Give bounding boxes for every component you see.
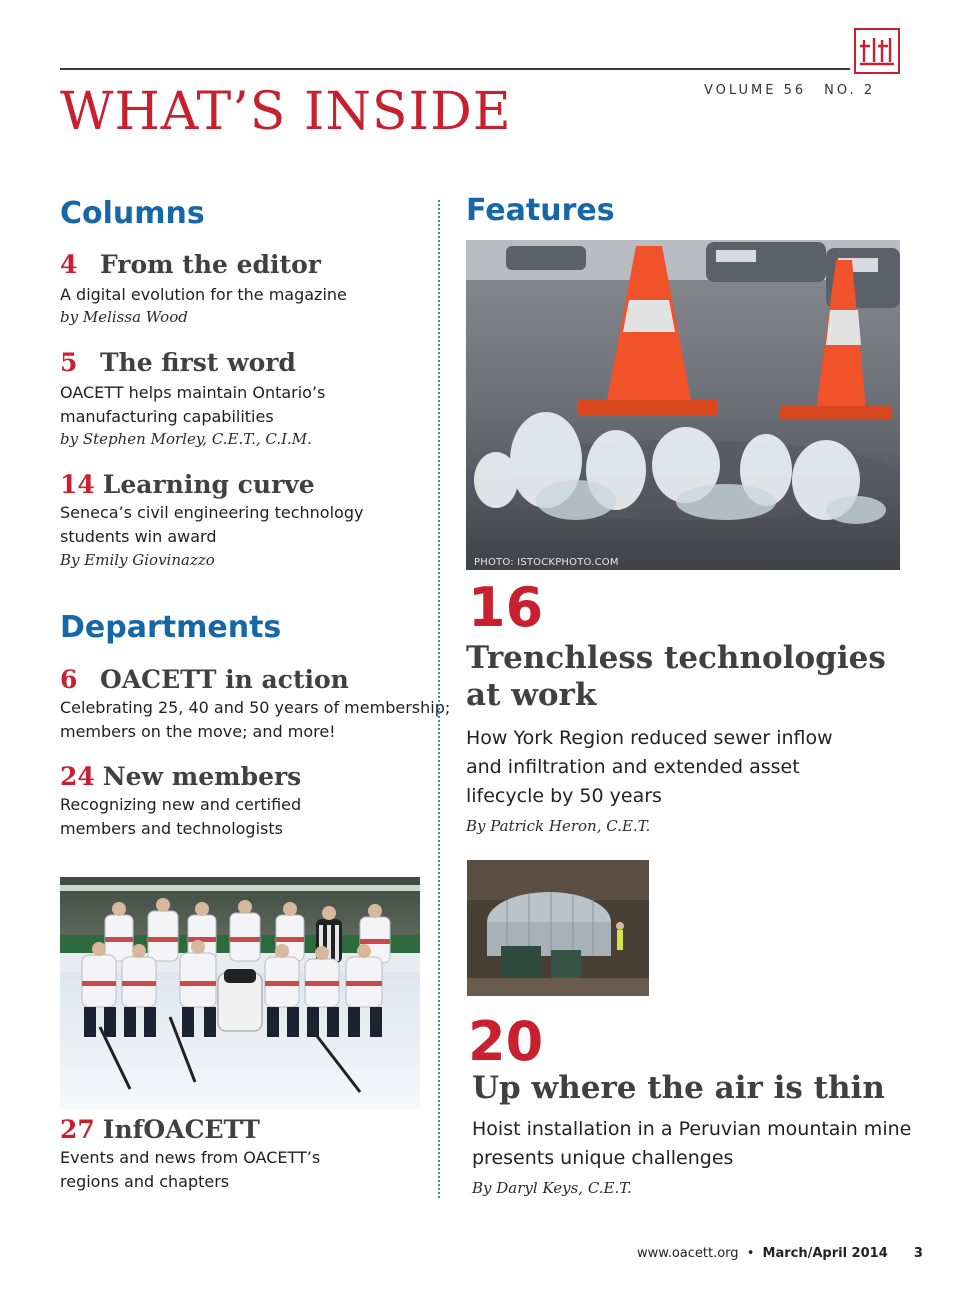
entry-title: New members [102,762,302,791]
entry-description-line: members and technologists [60,819,283,838]
photo-credit: PHOTO: ISTOCKPHOTO.COM [474,557,619,568]
entry-description: A digital evolution for the magazine [60,285,347,304]
entry-byline: by Melissa Wood [60,308,188,326]
mine-hoist-photo[interactable] [467,860,649,996]
entry-title: Learning curve [102,470,315,499]
issue-number: NO. 2 [824,83,876,98]
feature-byline: By Patrick Heron, C.E.T. [466,817,651,835]
volume-label: VOLUME 56 [704,83,807,98]
department-entry-new-members[interactable] [60,762,301,841]
feature-description-line: presents unique challenges [472,1147,734,1169]
entry-description-line: manufacturing capabilities [60,407,274,426]
departments-heading: Departments [60,610,282,645]
columns-heading: Columns [60,196,205,231]
feature-title-line: at work [466,677,597,713]
feature-title-line: Up where the air is thin [472,1070,885,1106]
hockey-team-photo[interactable] [60,877,420,1110]
entry-title: From the editor [100,250,321,279]
mine-hoist-illustration [467,860,649,996]
page-title: WHAT’S INSIDE [60,82,512,142]
page-number: 6 [60,665,78,694]
footer-url[interactable]: www.oacett.org [637,1246,739,1261]
column-entry-editor[interactable] [60,250,347,326]
feature-title-line: Trenchless technologies [466,640,886,676]
entry-description-line: Events and news from OACETT’s [60,1148,321,1167]
entry-byline: by Stephen Morley, C.E.T., C.I.M. [60,430,312,448]
entry-title: OACETT in action [100,665,349,694]
footer-bullet: • [746,1246,755,1261]
page-number: 5 [60,348,78,377]
feature-description-line: Hoist installation in a Peruvian mountain mine [472,1118,912,1140]
page-number: 24 [60,762,95,791]
entry-description-line: students win award [60,527,217,546]
hockey-team-illustration [60,877,420,1110]
features-heading: Features [466,193,615,228]
feature-entry-trenchless[interactable] [466,640,886,835]
column-entry-first-word[interactable] [60,348,325,448]
header-rule [60,68,850,70]
volume-info [704,83,893,98]
feature-byline: By Daryl Keys, C.E.T. [472,1179,632,1197]
entry-heading [60,348,325,377]
entry-heading [60,665,450,694]
entry-description-line: Seneca’s civil engineering technology [60,503,364,522]
entry-description-line: Celebrating 25, 40 and 50 years of membership; [60,698,451,717]
entry-description-line: Recognizing new and certified [60,795,302,814]
entry-description-line: regions and chapters [60,1172,230,1191]
feature-page-number: 16 [468,576,544,639]
page-number: 4 [60,250,78,279]
department-entry-infoacett[interactable] [60,1115,320,1194]
footer-page-number: 3 [913,1246,923,1261]
department-entry-in-action[interactable] [60,665,450,744]
entry-heading [60,762,301,791]
feature-entry-air-thin[interactable] [472,1070,911,1197]
entry-title: The first word [100,348,296,377]
entry-heading [60,1115,320,1144]
feature-description-line: How York Region reduced sewer inflow [466,727,833,749]
traffic-cones-illustration [466,240,900,570]
page-number: 14 [60,470,95,499]
traffic-cones-photo[interactable] [466,240,900,570]
feature-description-line: and infiltration and extended asset [466,756,800,778]
page-footer [637,1246,923,1261]
feature-page-number: 20 [468,1010,544,1073]
footer-issue: March/April 2014 [762,1246,888,1261]
entry-title: InfOACETT [102,1115,260,1144]
oacett-logo [854,28,900,74]
feature-description-line: lifecycle by 50 years [466,785,662,807]
entry-description-line: members on the move; and more! [60,722,336,741]
column-entry-learning-curve[interactable] [60,470,363,569]
oacett-logo-mark [856,30,898,72]
entry-byline: By Emily Giovinazzo [60,551,215,569]
column-divider [438,200,440,1198]
entry-heading [60,470,363,499]
page-number: 27 [60,1115,95,1144]
entry-description-line: OACETT helps maintain Ontario’s [60,383,326,402]
entry-heading [60,250,347,279]
